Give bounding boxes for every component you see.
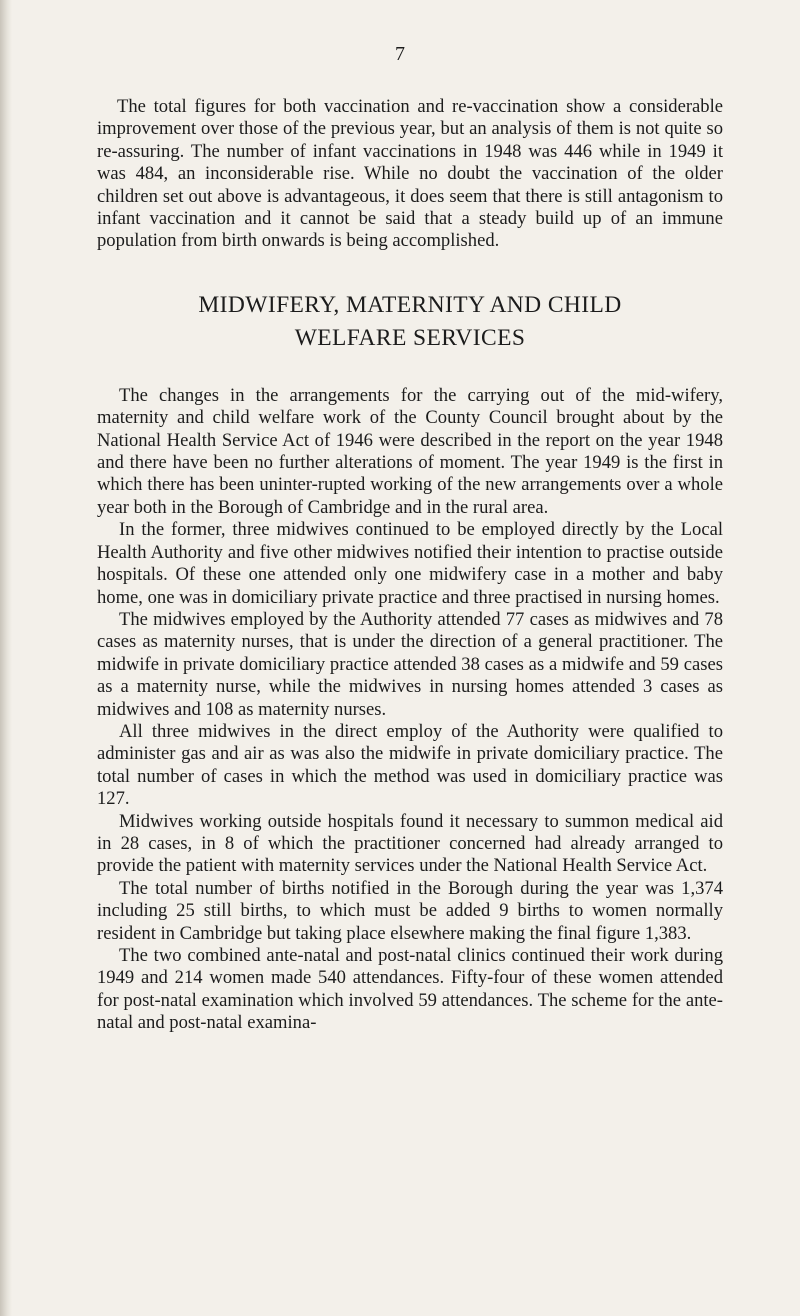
section-heading <box>97 289 723 355</box>
section-heading-line-2: WELFARE SERVICES <box>294 324 526 351</box>
paragraph-midwives-borough: In the former, three midwives continued to be employed directly by the Local Health Authority and five other midwives notified their intention to practise outside hospitals. Of these one attended only one midwifery case in a mother and baby home, one was in domiciliary private practice and three practised in nursing homes. <box>97 519 723 608</box>
paragraph-arrangements: The changes in the arrangements for the carrying out of the mid-wifery, maternity and child welfare work of the County Council brought about by the National Health Service Act of 1946 were described in the report on the year 1948 and there have been no further alterations of moment. The year 1949 is the first in which there has been uninter-rupted working of the new arrangements over a whole year both in the Borough of Cambridge and in the rural area. <box>97 384 723 518</box>
text-column <box>97 96 723 1035</box>
paragraph-clinics: The two combined ante-natal and post-natal clinics continued their work during 1949 and 214 women made 540 attendances. Fifty-four of these women attended for post-natal examination which involved 59 attendances. The scheme for the ante-natal and post-natal examina- <box>97 945 723 1034</box>
paragraph-births-notified: The total number of births notified in the Borough during the year was 1,374 including 25 still births, to which must be added 9 births to women normally resident in Cambridge but taking place elsewhere making the final figure 1,383. <box>97 877 723 944</box>
paragraph-medical-aid: Midwives working outside hospitals found it necessary to summon medical aid in 28 cases, in 8 of which the practitioner concerned had already arranged to provide the patient with maternity services under the National Health Service Act. <box>97 810 723 877</box>
paragraph-gas-and-air: All three midwives in the direct employ of the Authority were qualified to administer gas and air as was also the midwife in private domiciliary practice. The total number of cases in which the method was used in domiciliary practice was 127. <box>97 720 723 810</box>
paragraph-vaccination-summary: The total figures for both vaccination and re-vaccination show a considerable improvement over those of the previous year, but an analysis of them is not quite so re-assuring. The number of infant vaccinations in 1948 was 446 while in 1949 it was 484, an inconsiderable rise. While no doubt the vaccination of the older children set out above is advantageous, it does seem that there is still antagonism to infant vaccination and it cannot be said that a steady build up of an immune population from birth onwards is being accomplished. <box>97 96 723 252</box>
page-number: 7 <box>395 43 405 65</box>
page-binding-edge <box>0 0 12 1316</box>
paragraph-cases-attended: The midwives employed by the Authority attended 77 cases as midwives and 78 cases as maternity nurses, that is under the direction of a general practitioner. The midwife in private domiciliary practice attended 38 cases as a midwife and 59 cases as a maternity nurse, while the midwives in nursing homes attended 3 cases as midwives and 108 as maternity nurses. <box>97 608 723 720</box>
section-heading-line-1: MIDWIFERY, MATERNITY AND CHILD <box>198 291 622 318</box>
